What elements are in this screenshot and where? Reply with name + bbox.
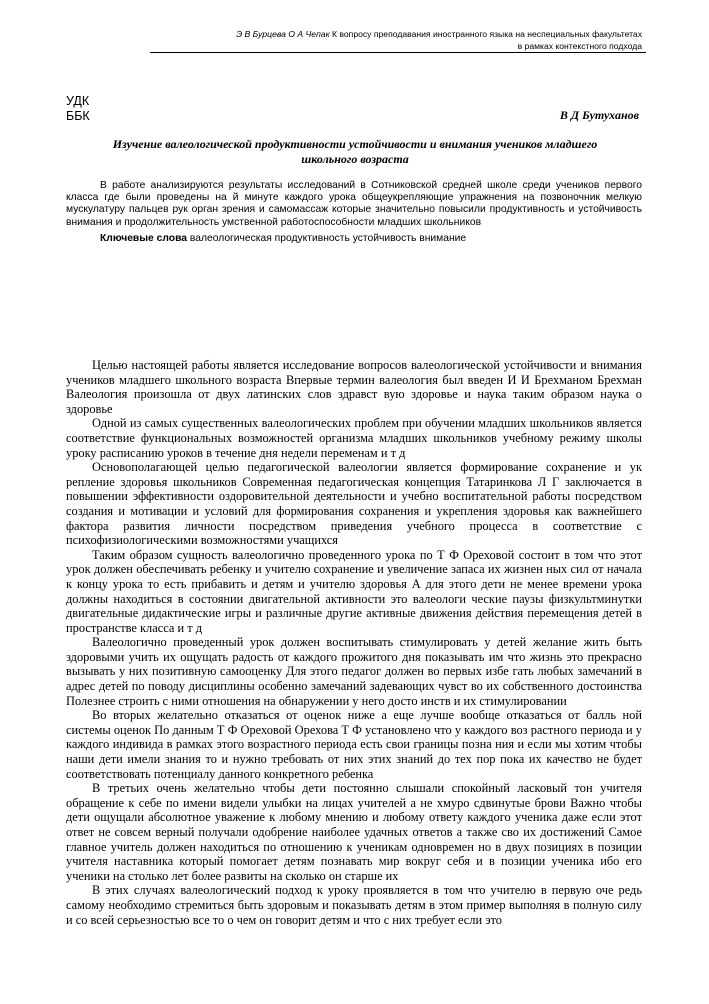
header-title-line2: в рамках контекстного подхода: [517, 41, 642, 51]
body-paragraph: Во вторых желательно отказаться от оценок ниже а еще лучше вообще отказаться от балль ной системы оценок По данным Т Ф Ореховой Орехова Т Ф установлено что у каждого воз растного периода и у каждого индивида в рамках этого возрастного периода есть свои границы позна ния и если мы хотим чтобы наши дети имели знания то и нужно требовать от них этих знаний до тех пор пока их качество не будет соответствовать потенциалу данного конкретного ребенка: [66, 708, 642, 781]
body-paragraph: В этих случаях валеологический подход к уроку проявляется в том что учителю в первую оче редь самому необходимо стремиться быть здоровым и показывать детям в этом пример выполняя в полную силу и со всей серьезностью все то о чем он говорит детям и что с них требует если это: [66, 883, 642, 927]
running-header: [150, 28, 642, 52]
body-paragraph: Одной из самых существенных валеологических проблем при обучении младших школьников является соответствие функциональных возможностей организма младших школьников учебному режиму школы уроку расписанию уроков в течение дня недели переменам и т д: [66, 416, 642, 460]
body-paragraph: Валеологично проведенный урок должен воспитывать стимулировать у детей желание жить быть здоровыми учить их ощущать радость от каждого прожитого дня показывать им что жизнь это прекрасно вызывать у них позитивную самооценку Для этого педагог должен во первых избе гать любых замечаний в адрес детей по поводу дисциплины особенно замечаний задевающих чувст во их собственного достоинства Полезнее строить с ними отношения на обнаружении у него досто инств и их стимулировании: [66, 635, 642, 708]
body-paragraph: В третьих очень желательно чтобы дети постоянно слышали спокойный ласковый тон учителя обращение к себе по имени видели улыбки на лицах учителей а не хмуро сдвинутые брови Важно чтобы дети ощущали абсолютное уважение к любому мнению и любому ответу каждого ученика даже если этот ответ не совсем верный получали одобрение наиболее удачных ответов а также сво их достижений Самое главное учитель должен находиться по отношению к ученикам одновремен но в двух позициях в позиции учителя наставника который помогает детям познавать мир вокруг себя и в позиции ученика ибо его ученики на столько лет более развиты на сколько он старше их: [66, 781, 642, 883]
keywords-label: Ключевые слова: [100, 233, 187, 244]
classification-codes: [66, 94, 90, 124]
header-title-line1: К вопросу преподавания иностранного языка на неспециальных факультетах: [332, 29, 642, 39]
udk-label: УДК: [66, 94, 90, 108]
body-paragraph: Основополагающей целью педагогической валеологии является формирование сохранение и ук репление здоровья школьников Современная педагогическая концепция Татаринкова Л Г заключается в повышении эффективности оздоровительной деятельности и учебно воспитательной работы посредством создания и мотивации и условий для формирования сохранения и укрепления здоровья как важнейшего фактора развития личности посредством приведения учебного процесса в соответствие с психофизиологическими возможностями учащихся: [66, 460, 642, 548]
header-authors: Э В Бурцева О А Чепак: [236, 29, 330, 39]
article-title: Изучение валеологической продуктивности устойчивости и внимания учеников младшего школьного возраста: [112, 137, 598, 166]
keywords-text: валеологическая продуктивность устойчивость внимание: [189, 233, 467, 244]
keywords: [100, 233, 466, 245]
abstract-text: В работе анализируются результаты исследований в Сотниковской средней школе среди учеников первого класса где были проведены на й минуте каждого урока общеукрепляющие упражнения на позвоночник мелкую мускулатуру пальцев рук орган зрения и самомассаж которые значительно повысили продуктивность и устойчивость внимания и продолжительность умственной работоспособности младших школьников: [66, 180, 642, 228]
abstract: [66, 180, 642, 229]
header-rule: [150, 52, 646, 53]
body-paragraph: Целью настоящей работы является исследование вопросов валеологической устойчивости и внимания учеников младшего школьного возраста Впервые термин валеология был введен И И Брехманом Брехман Валеология произошла от двух латинских слов здравст вую здоровье и наука таким образом наука о здоровье: [66, 358, 642, 416]
body-paragraph: Таким образом сущность валеологично проведенного урока по Т Ф Ореховой состоит в том что этот урок должен обеспечивать ребенку и учителю сохранение и увеличение запаса их жизнен ных сил от начала к концу урока то есть прибавить и детям и учителю здоровья А для этого дети не менее времени урока должны находиться в состоянии двигательной активности это валеологи ческие паузы физкультминутки двигательные дидактические игры и различные другие активные движения действия перемещения детей в пространстве класса и т д: [66, 547, 642, 635]
article-author: В Д Бутуханов: [559, 108, 639, 122]
bbk-label: ББК: [66, 109, 90, 123]
article-body: [66, 358, 642, 927]
